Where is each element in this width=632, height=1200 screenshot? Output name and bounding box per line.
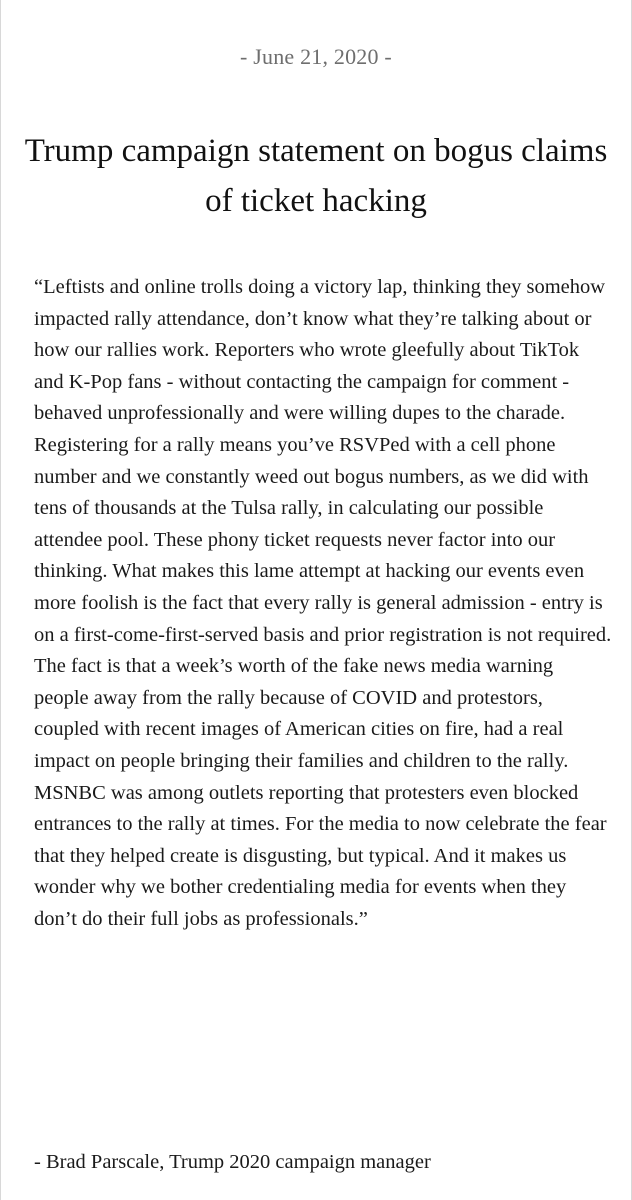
statement-body: “Leftists and online trolls doing a victory lap, thinking they somehow impacted rally attendance, don’t know what they’re talking about or how our rallies work. Reporters who wrote gleefully about TikTok and K-Pop fans - without contacting the campaign for comment - behaved unprofessionally and were willing dupes to the charade. Registering for a rally means you’ve RSVPed with a cell phone number and we constantly weed out bogus numbers, as we did with tens of thousands at the Tulsa rally, in calculating our possible attendee pool. These phony ticket requests never factor into our thinking. What makes this lame attempt at hacking our events even more foolish is the fact that every rally is general admission - entry is on a first-come-first-served basis and prior registration is not required. The fact is that a week’s worth of the fake news media warning people away from the rally because of COVID and protestors, coupled with recent images of American cities on fire, had a real impact on people bringing their families and children to the rally. MSNBC was among outlets reporting that protesters even blocked entrances to the rally at times. For the media to now celebrate the fear that they helped create is disgusting, but typical. And it makes us wonder why we bother credentialing media for events when they don’t do their full jobs as professionals.” [34,276,612,930]
statement-attribution: - Brad Parscale, Trump 2020 campaign manager [34,1151,431,1173]
page-border-left [0,0,1,1200]
statement-date: - June 21, 2020 - [240,44,392,69]
statement-title: Trump campaign statement on bogus claims of ticket hacking [24,133,608,219]
